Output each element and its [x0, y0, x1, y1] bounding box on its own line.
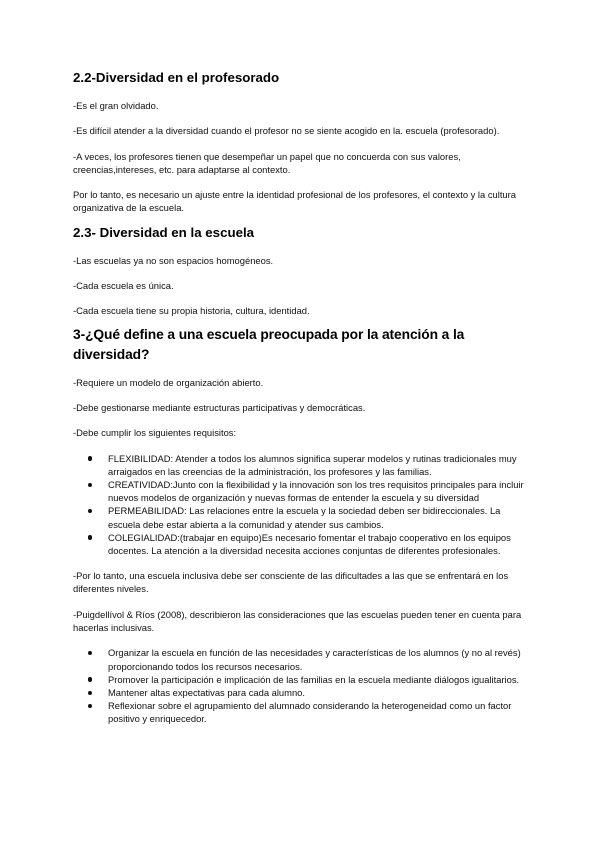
paragraph: -Debe cumplir los siguientes requisitos:: [73, 427, 237, 439]
list-item-text: PERMEABILIDAD: Las relaciones entre la escuela y la sociedad deben ser bidireccionales. La escuela debe estar abierta a la comunidad y atender sus cambios.: [108, 505, 501, 530]
bullet-icon: [88, 483, 92, 487]
paragraph: -Cada escuela tiene su propia historia, cultura, identidad.: [73, 305, 310, 317]
paragraph: -Requiere un modelo de organización abierto.: [73, 376, 264, 388]
document-page: [73, 68, 533, 726]
paragraph: -Cada escuela es única.: [73, 280, 174, 292]
list-item: [73, 646, 533, 672]
paragraph: -Es difícil atender a la diversidad cuando el profesor no se siente acogido en la. escuela (profesorado).: [73, 125, 500, 137]
considerations-list: [73, 646, 533, 725]
list-item-text: FLEXIBILIDAD: Atender a todos los alumnos significa superar modelos y rutinas tradicionales muy arraigados en las creencias de la administración, los profesores y las familias.: [108, 452, 517, 477]
paragraph: -Puigdellívol & Ríos (2008), describieron las consideraciones que las escuelas pueden tener en cuenta para hacerlas inclusivas.: [73, 608, 522, 634]
list-item-text: Promover la participación e implicación de las familias en la escuela mediante diálogos igualitarios.: [108, 673, 520, 685]
bullet-icon: [88, 509, 92, 513]
bullet-icon: [88, 704, 92, 708]
bullet-icon: [88, 535, 92, 539]
list-item: [73, 673, 533, 686]
list-item-text: Mantener altas expectativas para cada alumno.: [108, 686, 305, 698]
list-item: [73, 699, 533, 725]
paragraph: -Es el gran olvidado.: [73, 100, 159, 111]
paragraph: -A veces, los profesores tienen que desempeñar un papel que no concuerda con sus valores, creencias,intereses, etc. para adaptarse al contexto.: [73, 150, 461, 175]
list-item-text: Reflexionar sobre el agrupamiento del alumnado considerando la heterogeneidad como un factor positivo y enriquecedor.: [108, 700, 512, 725]
list-item: [73, 686, 533, 699]
list-item-text: COLEGIALIDAD:(trabajar en equipo)Es necesario fomentar el trabajo cooperativo en los equipos docentes. La atención a la diversidad necesita acciones conjuntas de diferentes profesionales.: [108, 531, 511, 556]
list-item-text: CREATIVIDAD:Junto con la flexibilidad y la innovación son los tres requisitos principales para incluir nuevos modelos de organización y nuevas formas de entender la escuela y su diversidad: [108, 478, 524, 504]
bullet-icon: [88, 677, 92, 681]
bullet-icon: [88, 456, 92, 460]
paragraph: -Debe gestionarse mediante estructuras participativas y democráticas.: [73, 401, 366, 413]
paragraph: -Las escuelas ya no son espacios homogéneos.: [73, 254, 274, 266]
list-item: [73, 452, 533, 478]
list-item: [73, 504, 533, 530]
list-item-text: Organizar la escuela en función de las necesidades y características de los alumnos (y no al revés) proporcionando todos los recursos necesarios.: [108, 647, 521, 672]
bullet-icon: [88, 691, 92, 695]
list-item: [73, 478, 533, 504]
section-2-3-heading: 2.3- Diversidad en la escuela: [73, 224, 255, 240]
paragraph: -Por lo tanto, una escuela inclusiva debe ser consciente de las dificultades a las que se enfrentará en los diferentes niveles.: [73, 570, 509, 595]
list-item: [73, 531, 533, 557]
requirements-list: [73, 452, 533, 558]
section-2-2-heading: 2.2-Diversidad en el profesorado: [73, 70, 280, 85]
paragraph: Por lo tanto, es necesario un ajuste entre la identidad profesional de los profesores, el contexto y la cultura organizativa de la escuela.: [73, 189, 516, 214]
section-3-heading: 3-¿Qué define a una escuela preocupada por la atención a la diversidad?: [73, 326, 465, 362]
bullet-icon: [88, 651, 92, 655]
